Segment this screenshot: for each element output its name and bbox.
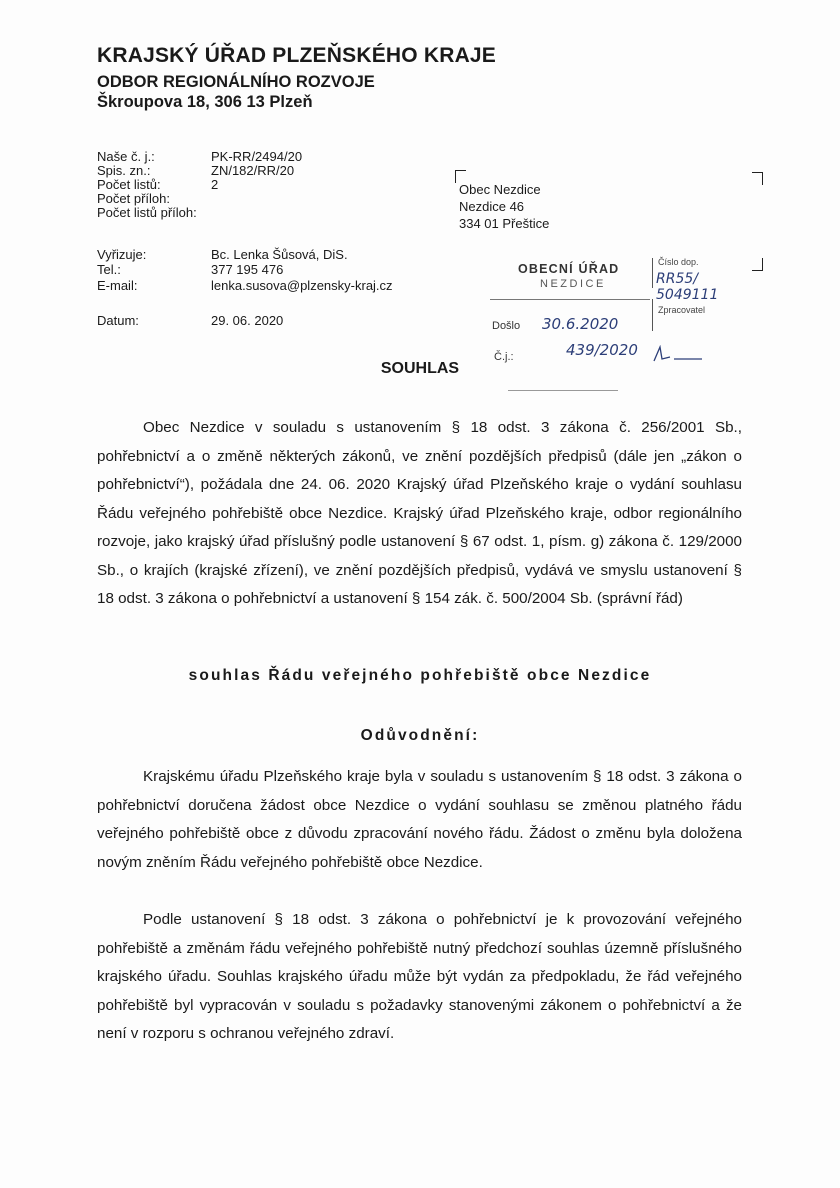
stamp-cj-value: 439/2020	[566, 341, 638, 359]
intro-paragraph: Obec Nezdice v souladu s ustanovením § 18 odst. 3 zákona č. 256/2001 Sb., pohřebnictví a o změně některých zákonů, ve znění pozdějších předpisů (dále jen „zákon o pohřebnictví“), požádala dne 24. 06. 2020 Krajský úřad Plzeňského kraje o vydání souhlasu Řádu veřejného pohřebiště obce Nezdice. Krajský úřad Plzeňského kraje, odbor regionálního rozvoje, jako krajský úřad příslušný podle ustanovení § 67 odst. 1, písm. g) zákona č. 129/2000 Sb., o krajích (krajské zřízení), ve znění pozdějších předpisů, vydává ve smyslu ustanovení § 18 odst. 3 zákona o pohřebnictví a ustanovení § 154 zák. č. 500/2004 Sb. (správní řád)	[97, 419, 742, 607]
date-value: 29. 06. 2020	[211, 313, 284, 328]
meta-value: PK-RR/2494/20	[211, 149, 303, 164]
reasoning-heading: Odůvodnění:	[360, 727, 480, 744]
meta-label: Počet listů:	[97, 177, 161, 192]
stamp-divider	[652, 299, 653, 331]
reasoning-paragraph-1: Krajskému úřadu Plzeňského kraje byla v souladu s ustanovením § 18 odst. 3 zákona o pohřebnictví doručena žádost obce Nezdice o vydání souhlasu se změnou platného řádu veřejného pohřebiště obce z důvodu zpracování nového řádu. Žádost o změnu byla doložena novým zněním Řádu veřejného pohřebiště obce Nezdice.	[97, 768, 742, 871]
recipient-address	[459, 181, 549, 232]
stamp-office-town: NEZDICE	[540, 278, 606, 290]
address-bracket-bottom-right	[752, 258, 763, 271]
meta-value: 2	[211, 177, 219, 192]
contact-label: Vyřizuje:	[97, 247, 147, 262]
document-title: SOUHLAS	[380, 360, 460, 377]
office-name: KRAJSKÝ ÚŘAD PLZEŇSKÉHO KRAJE	[97, 44, 497, 67]
stamp-rule	[508, 390, 618, 391]
stamp-dosl-value: 30.6.2020	[542, 315, 619, 333]
meta-label: Naše č. j.:	[97, 149, 155, 164]
contact-email: lenka.susova@plzensky-kraj.cz	[211, 278, 393, 293]
reasoning-paragraph-2: Podle ustanovení § 18 odst. 3 zákona o pohřebnictví je k provozování veřejného pohřebiště a změnám řádu veřejného pohřebiště nutný předchozí souhlas územně příslušného krajského úřadu. Souhlas krajského úřadu může být vydán za předpokladu, že řád veřejného pohřebiště byl vypracován v souladu s požadavky stanovenými zákonem o pohřebnictví a že není v rozporu s ochranou veřejného zdraví.	[97, 911, 742, 1042]
department-name: ODBOR REGIONÁLNÍHO ROZVOJE	[97, 73, 375, 91]
recipient-line: Nezdice 46	[459, 199, 525, 214]
meta-label: Počet příloh:	[97, 191, 170, 206]
stamp-dosl-label: Došlo	[492, 320, 521, 332]
stamp-cj-label: Č.j.:	[494, 351, 514, 363]
stamp-cislo-label: Číslo dop.	[658, 257, 699, 267]
meta-label: Počet listů příloh:	[97, 205, 197, 220]
date-label: Datum:	[97, 313, 139, 328]
contact-label: Tel.:	[97, 262, 121, 277]
stamp-divider	[652, 258, 653, 288]
contact-value: 377 195 476	[211, 262, 284, 277]
stamp-cislo-value: RR55/ 5049111	[656, 271, 719, 303]
recipient-line: Obec Nezdice	[459, 182, 541, 197]
decision-statement: souhlas Řádu veřejného pohřebiště obce Nezdice	[188, 667, 652, 684]
office-address: Škroupova 18, 306 13 Plzeň	[97, 93, 313, 111]
meta-value: ZN/182/RR/20	[211, 163, 295, 178]
address-bracket-top-right	[752, 172, 763, 185]
contact-label: E-mail:	[97, 278, 138, 293]
meta-label: Spis. zn.:	[97, 163, 151, 178]
recipient-line: 334 01 Přeštice	[459, 216, 550, 231]
stamp-zpracovatel-label: Zpracovatel	[658, 305, 706, 315]
contact-value: Bc. Lenka Šůsová, DiS.	[211, 247, 348, 262]
receipt-stamp	[480, 255, 750, 405]
stamp-rule	[490, 299, 650, 300]
stamp-office-name: OBECNÍ ÚŘAD	[518, 262, 620, 276]
